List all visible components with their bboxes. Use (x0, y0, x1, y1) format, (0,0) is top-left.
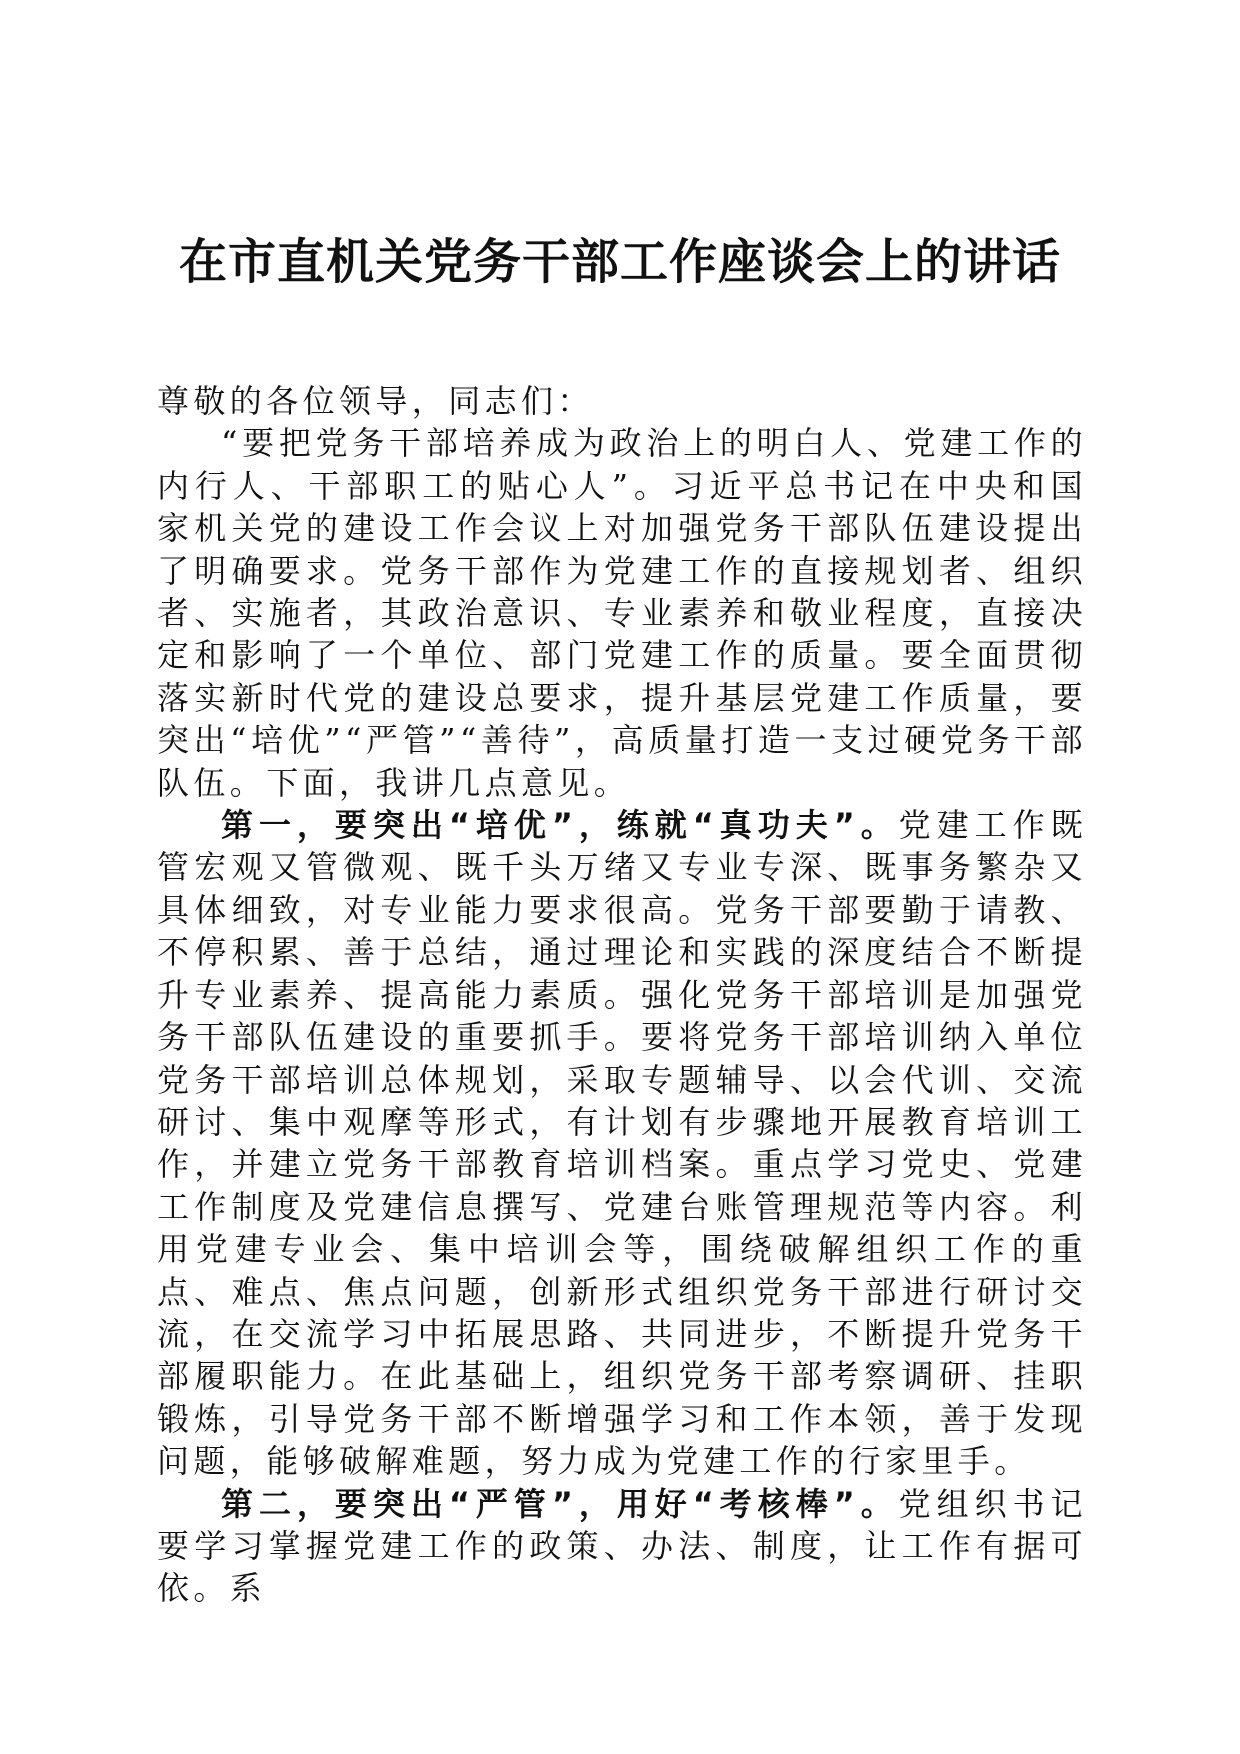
section-1-text: 党建工作既管宏观又管微观、既千头万绪又专业专深、既事务繁杂又具体细致，对专业能力要求很高。党务干部要勤于请教、不停积累、善于总结，通过理论和实践的深度结合不断提升专业素养、提高能力素质。强化党务干部培训是加强党务干部队伍建设的重要抓手。要将党务干部培训纳入单位党务干部培训总体规划，采取专题辅导、以会代训、交流研讨、集中观摩等形式，有计划有步骤地开展教育培训工作，并建立党务干部教育培训档案。重点学习党史、党建工作制度及党建信息撰写、党建台账管理规范等内容。利用党建专业会、集中培训会等，围绕破解组织工作的重点、难点、焦点问题，创新形式组织党务干部进行研讨交流，在交流学习中拓展思路、共同进步，不断提升党务干部履职能力。在此基础上，组织党务干部考察调研、挂职锻炼，引导党务干部不断增强学习和工作本领，善于发现问题，能够破解难题，努力成为党建工作的行家里手。 (157, 806, 1087, 1481)
section-2-paragraph (157, 1483, 1087, 1610)
speech-body (157, 380, 1087, 1610)
page-title: 在市直机关党务干部工作座谈会上的讲话 (178, 234, 1061, 290)
salutation: 尊敬的各位领导，同志们： (157, 382, 594, 420)
section-2-heading: 第二，要突出“严管”，用好“考核棒”。 (221, 1484, 899, 1523)
section-2-text: 党组织书记要学习掌握党建工作的政策、办法、制度，让工作有据可依。系 (157, 1484, 1087, 1608)
section-1-heading: 第一，要突出“培优”，练就“真功夫”。 (221, 806, 899, 845)
section-1-paragraph (157, 804, 1087, 1483)
intro-paragraph: “要把党务干部培养成为政治上的明白人、党建工作的内行人、干部职工的贴心人”。习近平总书记在中央和国家机关党的建设工作会议上对加强党务干部队伍建设提出了明确要求。党务干部作为党建工作的直接规划者、组织者、实施者，其政治意识、专业素养和敬业程度，直接决定和影响了一个单位、部门党建工作的质量。要全面贯彻落实新时代党的建设总要求，提升基层党建工作质量，要突出“培优”“严管”“善待”，高质量打造一支过硬党务干部队伍。下面，我讲几点意见。 (157, 424, 1087, 802)
